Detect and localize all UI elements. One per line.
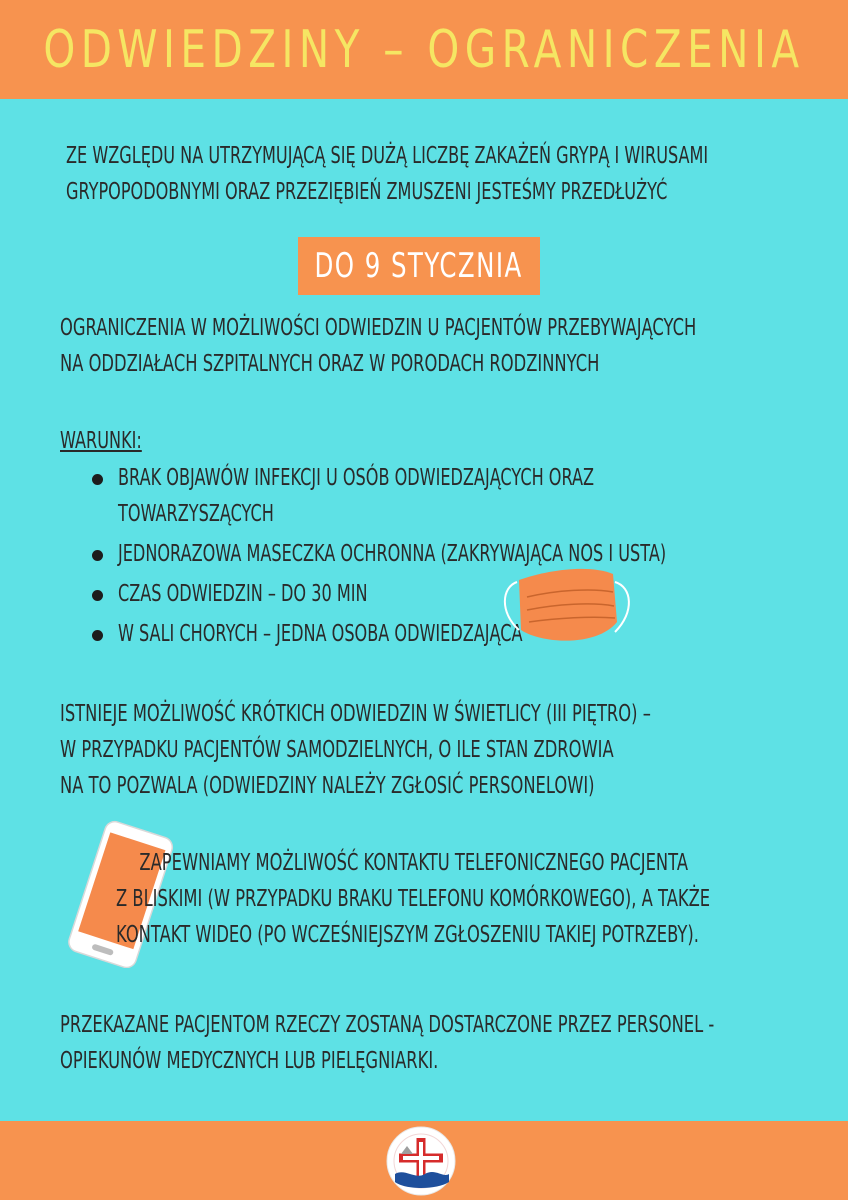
page-title: ODWIEDZINY – OGRANICZENIA xyxy=(43,19,805,80)
list-item xyxy=(88,536,848,572)
bullet-icon xyxy=(92,550,103,561)
phone-contact-line: ZAPEWNIAMY MOŻLIWOŚĆ KONTAKTU TELEFONICZNEGO PACJENTA xyxy=(139,850,689,876)
delivery-line: PRZEKAZANE PACJENTOM RZECZY ZOSTANĄ DOSTARCZONE PRZEZ PERSONEL - xyxy=(60,1012,715,1038)
restrictions-line: NA ODDZIAŁACH SZPITALNYCH ORAZ W PORODACH RODZINNYCH xyxy=(60,351,600,377)
date-badge-label: DO 9 STYCZNIA xyxy=(314,246,524,286)
bullet-icon xyxy=(92,630,103,641)
list-item-text: W SALI CHORYCH – JEDNA OSOBA ODWIEDZAJĄCA xyxy=(118,621,523,647)
intro-text xyxy=(66,138,708,210)
common-room-line: ISTNIEJE MOŻLIWOŚĆ KRÓTKICH ODWIEDZIN W ŚWIETLICY (III PIĘTRO) – xyxy=(60,701,651,727)
intro-line: ZE WZGLĘDU NA UTRZYMUJĄCĄ SIĘ DUŻĄ LICZBĘ ZAKAŻEŃ GRYPĄ I WIRUSAMI xyxy=(66,143,709,169)
list-item xyxy=(88,460,848,532)
conditions-list xyxy=(88,460,848,656)
date-badge xyxy=(298,237,540,295)
conditions-heading: WARUNKI: xyxy=(60,428,142,454)
list-item-text: JEDNORAZOWA MASECZKA OCHRONNA (ZAKRYWAJĄCA NOS I USTA) xyxy=(118,541,667,567)
common-room-line: NA TO POZWALA (ODWIEDZINY NALEŻY ZGŁOSIĆ PERSONELOWI) xyxy=(60,773,595,799)
restrictions-line: OGRANICZENIA W MOŻLIWOŚCI ODWIEDZIN U PACJENTÓW PRZEBYWAJĄCYCH xyxy=(60,315,697,341)
list-item-text: CZAS ODWIEDZIN – DO 30 MIN xyxy=(118,581,368,607)
common-room-text xyxy=(60,696,651,804)
list-item-text: BRAK OBJAWÓW INFEKCJI U OSÓB ODWIEDZAJĄCYCH ORAZ xyxy=(118,465,595,491)
hospital-logo xyxy=(377,1124,465,1198)
phone-contact-text xyxy=(116,845,710,953)
phone-contact-line: Z BLISKIMI (W PRZYPADKU BRAKU TELEFONU KOMÓRKOWEGO), A TAKŻE xyxy=(116,886,711,912)
restrictions-text xyxy=(60,310,696,382)
bullet-icon xyxy=(92,590,103,601)
list-item xyxy=(88,616,848,652)
delivery-line: OPIEKUNÓW MEDYCZNYCH LUB PIELĘGNIARKI. xyxy=(60,1048,439,1074)
list-item xyxy=(88,576,848,612)
phone-contact-line: KONTAKT WIDEO (PO WCZEŚNIEJSZYM ZGŁOSZENIU TAKIEJ POTRZEBY). xyxy=(116,922,699,948)
face-mask-icon xyxy=(497,552,637,652)
bullet-icon xyxy=(92,474,103,485)
delivery-text xyxy=(60,1007,714,1079)
list-item-text: TOWARZYSZĄCYCH xyxy=(118,501,274,527)
intro-line: GRYPOPODOBNYMI ORAZ PRZEZIĘBIEŃ ZMUSZENI JESTEŚMY PRZEDŁUŻYĆ xyxy=(66,179,668,205)
header-banner xyxy=(0,0,848,99)
common-room-line: W PRZYPADKU PACJENTÓW SAMODZIELNYCH, O ILE STAN ZDROWIA xyxy=(60,737,614,763)
